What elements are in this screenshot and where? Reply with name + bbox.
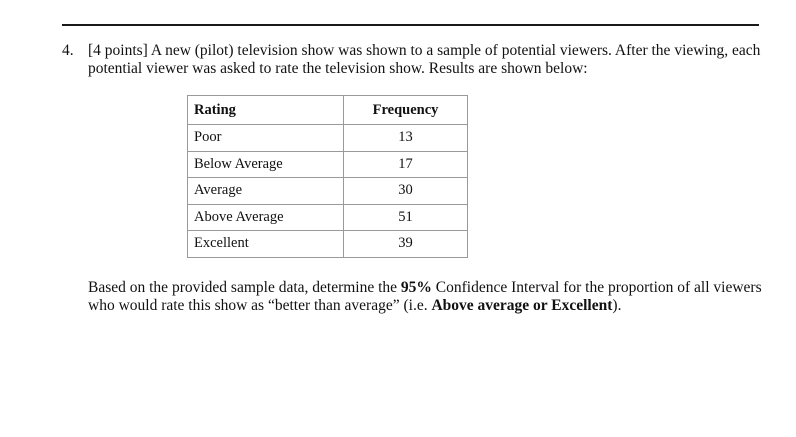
rating-cell: Excellent <box>188 231 344 258</box>
rating-cell: Poor <box>188 125 344 152</box>
followup-question <box>88 279 768 315</box>
rating-cell: Average <box>188 178 344 205</box>
question-text: [4 points] A new (pilot) television show was shown to a sample of potential viewers. After the viewing, each potential viewer was asked to rate the television show. Results are shown below: <box>88 42 761 77</box>
followup-text-part3: ). <box>612 297 622 314</box>
rating-column-header: Rating <box>188 96 344 125</box>
frequency-cell: 30 <box>344 178 468 205</box>
table-row <box>188 151 468 178</box>
confidence-level: 95% <box>400 279 432 296</box>
question-number: 4. <box>62 42 74 59</box>
table-row <box>188 125 468 152</box>
rating-cell: Below Average <box>188 151 344 178</box>
frequency-table <box>187 95 468 258</box>
followup-text-part2: Confidence Interval for the proportion of all viewers who would rate this show as “better than average” (i.e. <box>88 279 762 314</box>
followup-text-part1: Based on the provided sample data, determine the <box>88 279 401 296</box>
table-row <box>188 204 468 231</box>
frequency-cell: 39 <box>344 231 468 258</box>
top-divider <box>62 24 759 26</box>
table-row <box>188 231 468 258</box>
frequency-cell: 51 <box>344 204 468 231</box>
frequency-column-header: Frequency <box>344 96 468 125</box>
rating-cell: Above Average <box>188 204 344 231</box>
table-header-row <box>188 96 468 125</box>
question-block <box>62 42 762 78</box>
frequency-cell: 13 <box>344 125 468 152</box>
categories-emphasis: Above average or Excellent <box>431 297 613 314</box>
table-row <box>188 178 468 205</box>
frequency-cell: 17 <box>344 151 468 178</box>
